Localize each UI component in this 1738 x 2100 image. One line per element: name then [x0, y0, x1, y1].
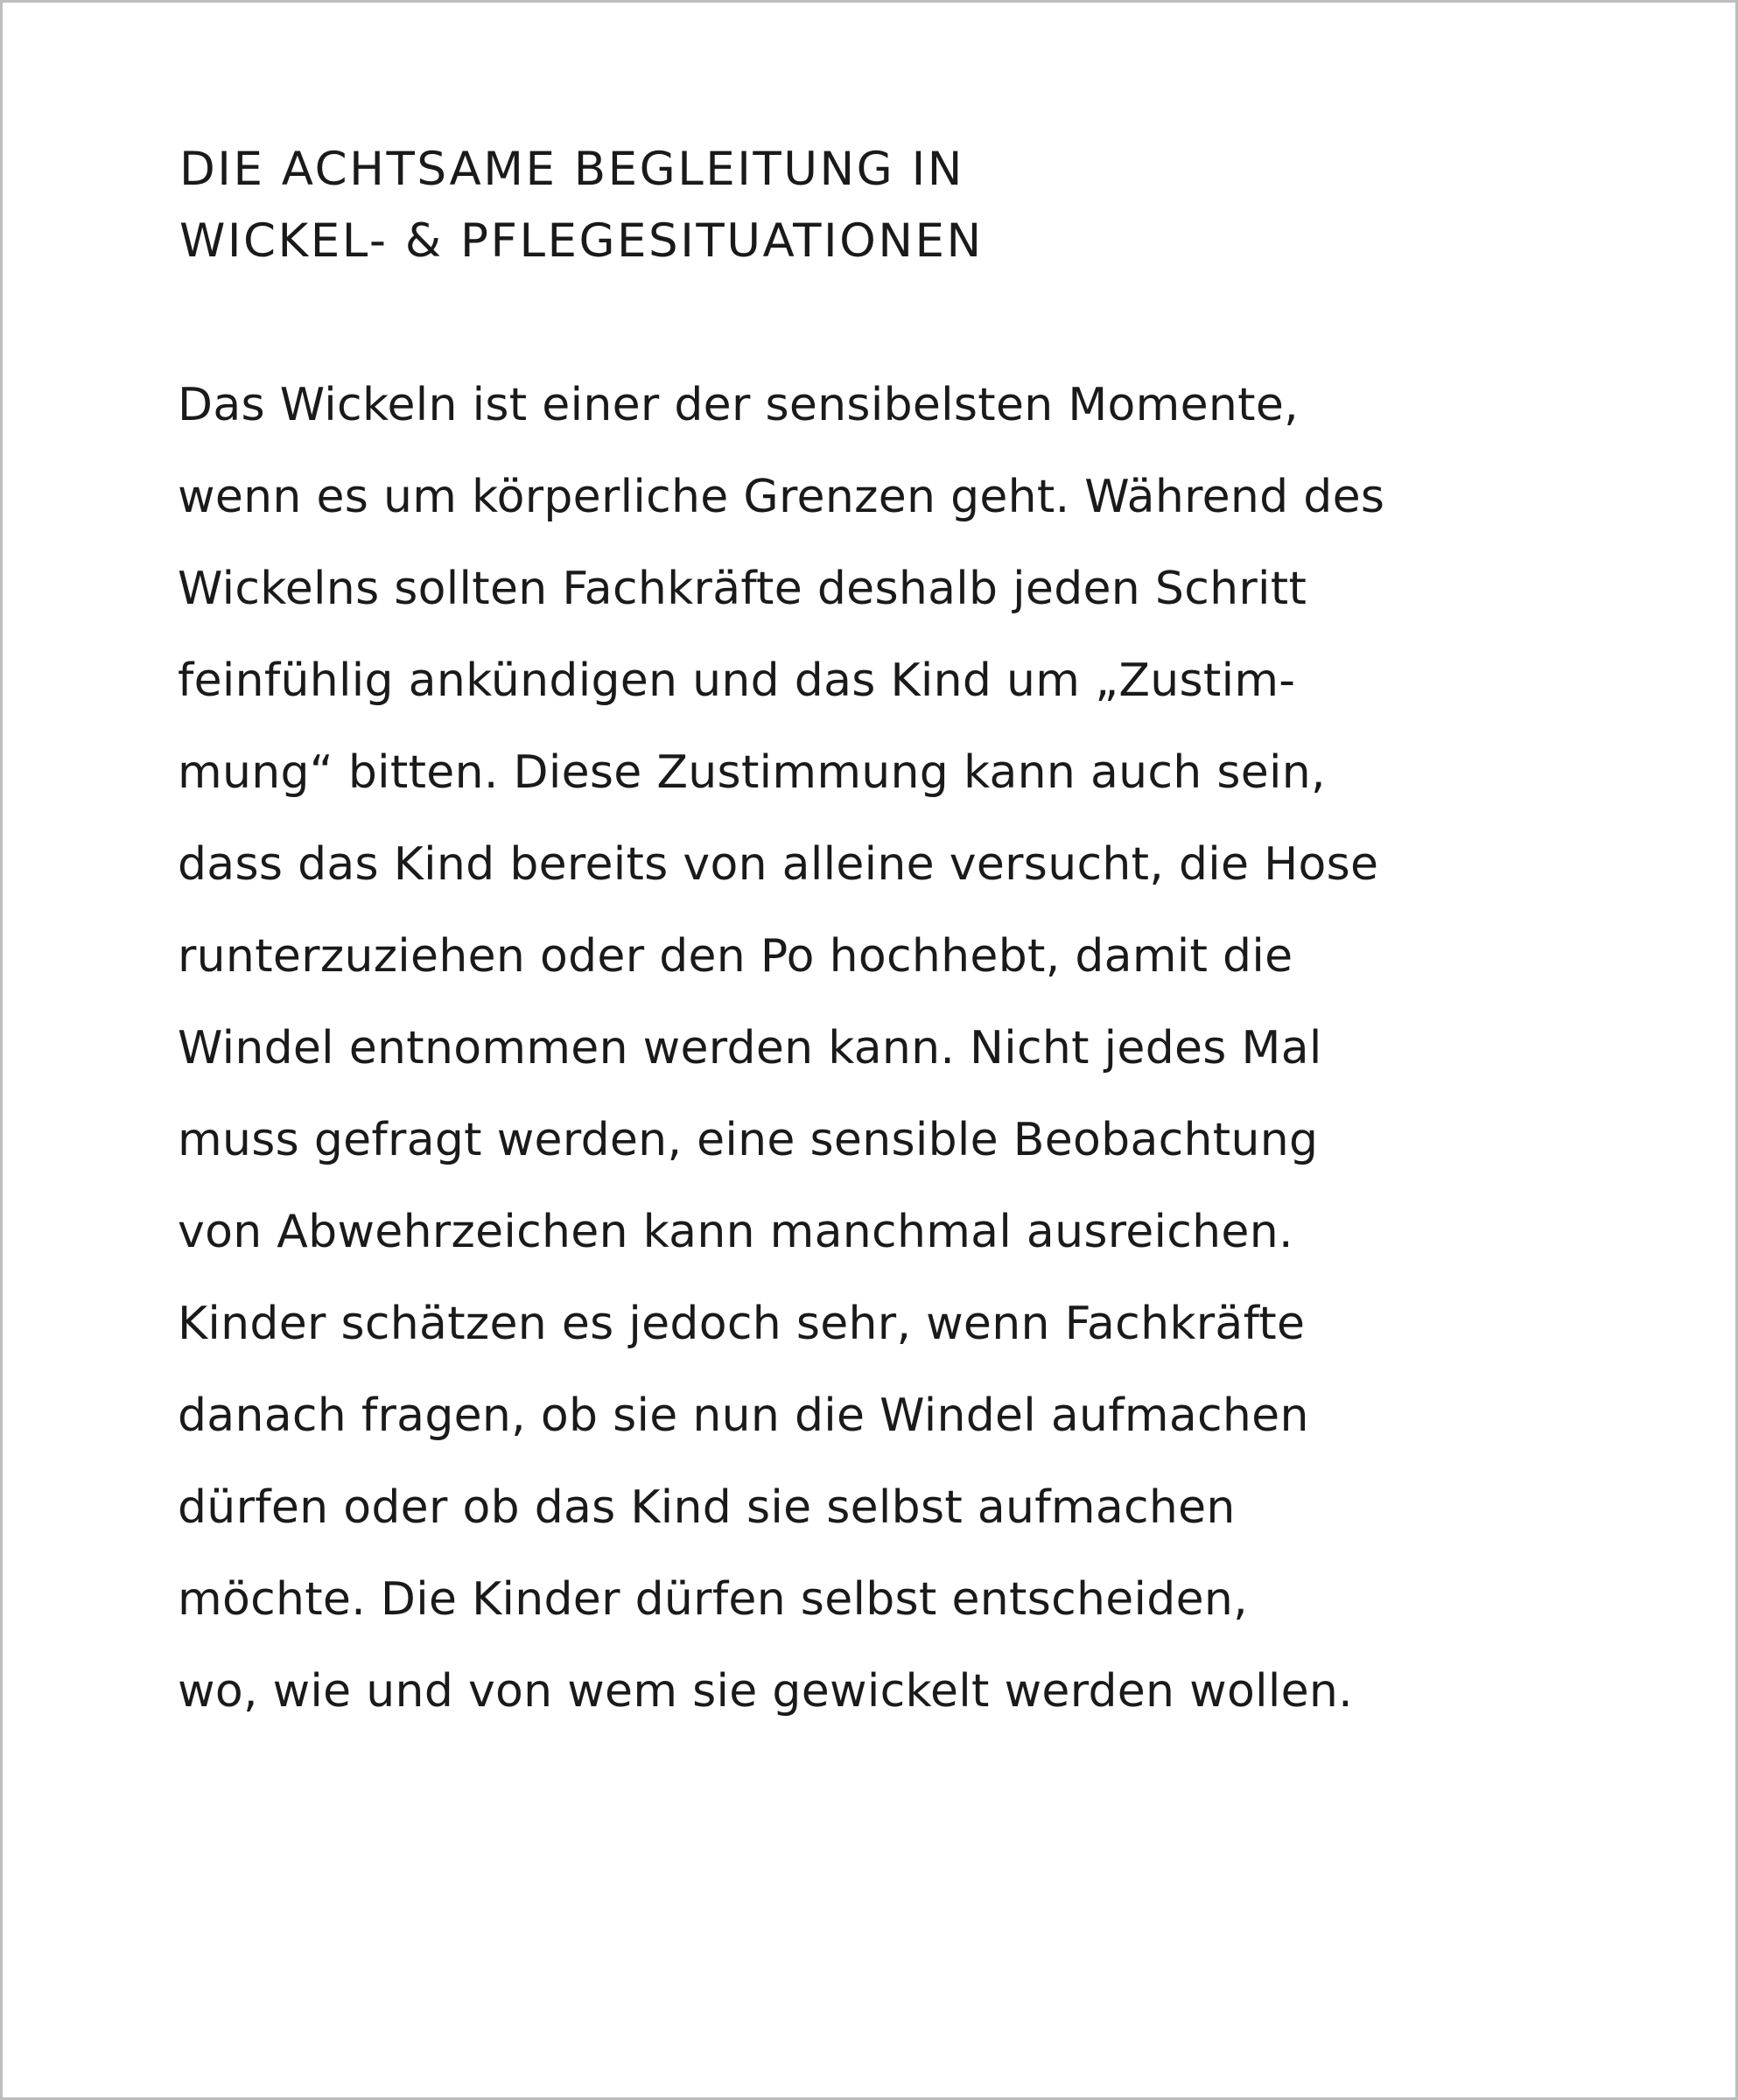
paragraph-line: Kinder schätzen es jedoch sehr, wenn Fachkräfte: [178, 1298, 1306, 1350]
body-paragraph: [178, 360, 1384, 1738]
paragraph-line: danach fragen, ob sie nun die Windel aufmachen: [178, 1390, 1309, 1442]
paragraph-line: von Abwehrzeichen kann manchmal ausreichen.: [178, 1206, 1293, 1258]
paragraph-line: mung“ bitten. Diese Zustimmung kann auch sein,: [178, 746, 1326, 799]
paragraph-line: möchte. Die Kinder dürfen selbst entscheiden,: [178, 1573, 1248, 1626]
heading-line: DIE ACHTSAME BEGLEITUNG IN: [179, 143, 964, 196]
paragraph-line: muss gefragt werden, eine sensible Beobachtung: [178, 1114, 1319, 1166]
section-heading: [179, 134, 984, 277]
paragraph-line: Das Wickeln ist einer der sensibelsten Momente,: [178, 379, 1299, 431]
paragraph-line: wenn es um körperliche Grenzen geht. Während des: [178, 471, 1385, 523]
paragraph-line: wo, wie und von wem sie gewickelt werden wollen.: [178, 1665, 1353, 1718]
paragraph-line: feinfühlig ankündigen und das Kind um „Zustim-: [178, 654, 1296, 707]
paragraph-line: Wickelns sollten Fachkräfte deshalb jeden Schritt: [178, 563, 1307, 615]
paragraph-line: Windel entnommen werden kann. Nicht jedes Mal: [178, 1022, 1322, 1074]
paragraph-line: runterzuziehen oder den Po hochhebt, damit die: [178, 930, 1293, 983]
paragraph-line: dürfen oder ob das Kind sie selbst aufmachen: [178, 1481, 1236, 1534]
paragraph-line: dass das Kind bereits von alleine versucht, die Hose: [178, 838, 1379, 891]
heading-line: WICKEL- & PFLEGESITUATIONEN: [179, 214, 984, 268]
